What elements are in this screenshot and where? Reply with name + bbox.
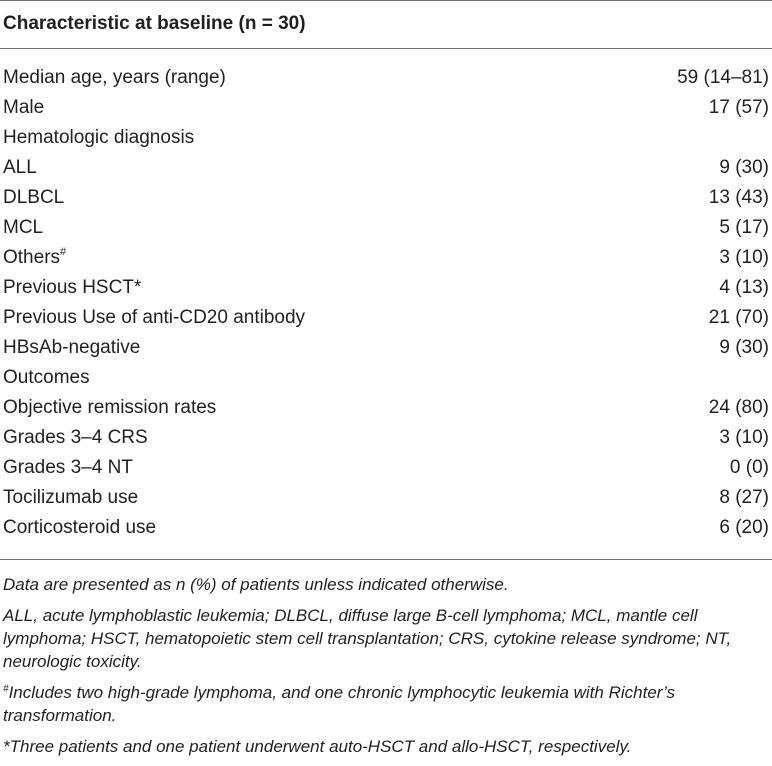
row-label: ALL	[3, 157, 37, 178]
row-label: Previous Use of anti-CD20 antibody	[3, 307, 306, 328]
row-value: 5 (17)	[719, 217, 769, 238]
row-label-text: Others	[3, 247, 61, 268]
table-row	[0, 187, 772, 217]
table-row	[0, 217, 772, 247]
row-label: Tocilizumab use	[3, 487, 139, 508]
row-value: 0 (0)	[729, 457, 769, 478]
row-label: HBsAb-negative	[3, 337, 141, 358]
table-header: Characteristic at baseline (n = 30)	[3, 13, 306, 34]
row-value: 8 (27)	[719, 487, 769, 508]
star-footnote: *Three patients and one patient underwent auto-HSCT and allo-HSCT, respectively.	[3, 737, 632, 756]
table-row	[0, 337, 772, 367]
row-value: 59 (14–81)	[677, 67, 769, 88]
table-row	[0, 277, 772, 307]
table-row	[0, 457, 772, 487]
row-value: 3 (10)	[719, 247, 769, 268]
row-label: Grades 3–4 NT	[3, 457, 133, 478]
table-row	[0, 97, 772, 127]
table-row	[0, 397, 772, 427]
row-label: Grades 3–4 CRS	[3, 427, 148, 448]
row-value: 13 (43)	[708, 187, 769, 208]
row-label: Median age, years (range)	[3, 67, 226, 88]
row-label: Outcomes	[3, 367, 90, 388]
table-bottom-rule	[0, 559, 772, 560]
table-row	[0, 427, 772, 457]
table-row	[0, 247, 772, 277]
table-row	[0, 157, 772, 187]
row-value: 6 (20)	[719, 517, 769, 538]
row-value: 3 (10)	[719, 427, 769, 448]
table-header-rule	[0, 48, 772, 49]
hash-footnote-symbol: #	[3, 683, 9, 695]
row-label: Male	[3, 97, 45, 118]
hash-footnote-marker: #	[60, 245, 67, 258]
table-row	[0, 127, 772, 157]
table-footnotes	[3, 573, 769, 766]
row-label: Objective remission rates	[3, 397, 217, 418]
row-label: DLBCL	[3, 187, 65, 208]
row-label: Previous HSCT*	[3, 277, 142, 298]
abbreviations-note: ALL, acute lymphoblastic leukemia; DLBCL, diffuse large B-cell lymphoma; MCL, mantle cell lymphoma; HSCT, hematopoietic stem cell transplantation; CRS, cytokine release syndrome; NT, neurologic toxicity.	[3, 606, 732, 671]
row-value: 9 (30)	[719, 337, 769, 358]
data-presentation-note: Data are presented as n (%) of patients unless indicated otherwise.	[3, 575, 509, 594]
row-label: Corticosteroid use	[3, 517, 157, 538]
table-row	[0, 67, 772, 97]
hash-footnote-text: Includes two high-grade lymphoma, and one chronic lymphocytic leukemia with Richter’s transformation.	[3, 683, 676, 725]
table-row	[0, 487, 772, 517]
table-row	[0, 517, 772, 547]
row-value: 24 (80)	[708, 397, 769, 418]
row-value: 4 (13)	[719, 277, 769, 298]
table-row	[0, 307, 772, 337]
row-value: 9 (30)	[719, 157, 769, 178]
row-value: 17 (57)	[708, 97, 769, 118]
row-value: 21 (70)	[708, 307, 769, 328]
table-top-rule	[0, 0, 772, 1]
table-body	[0, 67, 772, 547]
row-label: MCL	[3, 217, 44, 238]
row-label	[3, 247, 66, 269]
hash-footnote	[3, 681, 769, 727]
table-row	[0, 367, 772, 397]
row-label: Hematologic diagnosis	[3, 127, 195, 148]
